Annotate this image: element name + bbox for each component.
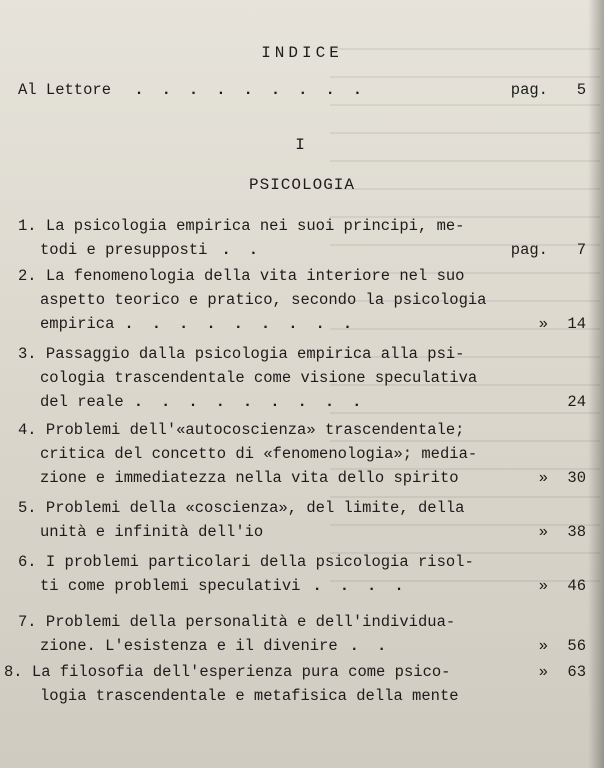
toc-entry-6 — [18, 550, 586, 598]
preface-page: pag. 5 — [510, 81, 586, 99]
entry-line: logia trascendentale e metafisica della mente — [40, 687, 459, 705]
leader-dots: .... — [312, 577, 422, 595]
toc-entry-7 — [18, 610, 586, 658]
entry-line: ti come problemi speculativi — [40, 577, 301, 595]
entry-line: zione e immediatezza nella vita dello spirito — [40, 469, 459, 487]
entry-line: del reale — [40, 393, 124, 411]
entry-line: empirica — [40, 315, 115, 333]
preface-label: Al Lettore — [18, 81, 112, 99]
toc-entry-4 — [18, 418, 586, 490]
entry-line: aspetto teorico e pratico, secondo la psicologia — [40, 291, 487, 309]
entry-page: » 38 — [538, 523, 586, 541]
entry-line: todi e presupposti — [40, 241, 208, 259]
entry-page: pag. 7 — [510, 241, 586, 259]
entry-page: 24 — [567, 393, 586, 411]
entry-line: 5. Problemi della «coscienza», del limite, della — [18, 499, 465, 517]
leader-dots: ......... — [134, 81, 381, 99]
entry-line: 7. Problemi della personalità e dell'individua- — [18, 613, 456, 631]
toc-entry-8 — [4, 660, 586, 708]
section-title: PSICOLOGIA — [248, 176, 355, 194]
leader-dots: ......... — [133, 393, 380, 411]
entry-line: 8. La filosofia dell'esperienza pura come psico- — [4, 663, 451, 681]
toc-entry-1 — [18, 214, 586, 262]
entry-line: 4. Problemi dell'«autocoscienza» trascendentale; — [18, 421, 465, 439]
preface-entry — [18, 78, 586, 102]
entry-page: » 14 — [538, 315, 586, 333]
toc-entry-2 — [18, 264, 586, 336]
page-edge-shadow — [588, 0, 604, 768]
leader-dots: .. — [221, 241, 277, 259]
entry-line: zione. L'esistenza e il divenire — [40, 637, 338, 655]
section-numeral: I — [295, 136, 309, 154]
leader-dots: ......... — [124, 315, 371, 333]
entry-line: unità e infinità dell'io — [40, 523, 264, 541]
entry-line: cologia trascendentale come visione speculativa — [40, 369, 478, 387]
entry-line: 3. Passaggio dalla psicologia empirica alla psi- — [18, 345, 465, 363]
entry-page: » 30 — [538, 469, 586, 487]
entry-line: 1. La psicologia empirica nei suoi principi, me- — [18, 217, 465, 235]
entry-page: » 63 — [538, 663, 586, 681]
toc-entry-3 — [18, 342, 586, 414]
entry-line: 2. La fenomenologia della vita interiore nel suo — [18, 267, 465, 285]
entry-line: 6. I problemi particolari della psicologia risol- — [18, 553, 474, 571]
entry-line: critica del concetto di «fenomenologia»; media- — [40, 445, 478, 463]
toc-entry-5 — [18, 496, 586, 544]
leader-dots: .. — [349, 637, 405, 655]
entry-page: » 56 — [538, 637, 586, 655]
index-title: INDICE — [261, 44, 343, 62]
entry-page: » 46 — [538, 577, 586, 595]
